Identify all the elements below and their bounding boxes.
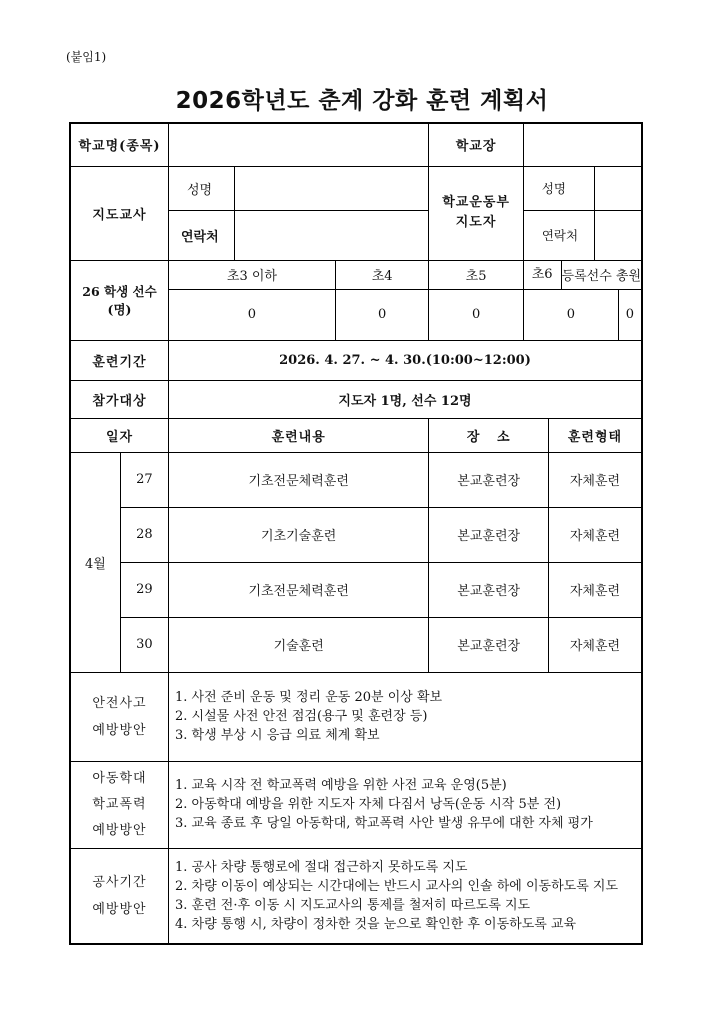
students-value-0[interactable]: 0 bbox=[169, 289, 336, 340]
safety-list bbox=[169, 672, 643, 761]
schedule-type: 자체훈련 bbox=[548, 452, 642, 507]
list-item: 4. 차량 통행 시, 차량이 정차한 것을 눈으로 확인한 후 이동하도록 교육 bbox=[175, 916, 577, 932]
club-coach-name-label: 성명 bbox=[524, 167, 595, 210]
students-col-2: 초5 bbox=[429, 260, 523, 289]
schedule-place: 본교훈련장 bbox=[429, 617, 549, 672]
students-value-4[interactable]: 0 bbox=[625, 307, 635, 322]
schedule-month: 4월 bbox=[70, 452, 120, 672]
club-coach-contact-cell bbox=[523, 210, 642, 260]
schedule-date-header: 일자 bbox=[70, 418, 169, 452]
schedule-row bbox=[70, 617, 642, 672]
construction-row bbox=[70, 848, 642, 944]
students-header-row bbox=[70, 260, 642, 289]
school-name-label: 학교명(종목) bbox=[70, 123, 169, 166]
list-item: 3. 학생 부상 시 응급 의료 체계 확보 bbox=[175, 728, 380, 743]
schedule-day: 28 bbox=[120, 507, 168, 562]
list-item: 1. 교육 시작 전 학교폭력 예방을 위한 사전 교육 운영(5분) bbox=[175, 778, 507, 793]
participants-row bbox=[70, 380, 642, 418]
violence-label-line2: 학교폭력 bbox=[92, 796, 147, 812]
schedule-place-header: 장 소 bbox=[429, 418, 549, 452]
schedule-content-header: 훈련내용 bbox=[169, 418, 429, 452]
construction-list bbox=[169, 848, 643, 944]
schedule-content: 기초기술훈련 bbox=[169, 507, 429, 562]
schedule-type: 자체훈련 bbox=[548, 562, 642, 617]
list-item: 2. 차량 이동이 예상되는 시간대에는 반드시 교사의 인솔 하에 이동하도록 지도 bbox=[175, 878, 619, 894]
schedule-content: 기술훈련 bbox=[169, 617, 429, 672]
list-item: 2. 시설물 사전 안전 점검(용구 및 훈련장 등) bbox=[175, 709, 428, 724]
list-item: 3. 훈련 전·후 이동 시 지도교사의 통제를 철저히 따르도록 지도 bbox=[175, 897, 531, 913]
students-value-3[interactable]: 0 bbox=[524, 290, 619, 340]
principal-label: 학교장 bbox=[429, 123, 523, 166]
schedule-place: 본교훈련장 bbox=[429, 452, 549, 507]
schedule-content: 기초전문체력훈련 bbox=[169, 452, 429, 507]
schedule-place: 본교훈련장 bbox=[429, 507, 549, 562]
schedule-day: 30 bbox=[120, 617, 168, 672]
schedule-type-header: 훈련형태 bbox=[548, 418, 642, 452]
club-coach-name-cell bbox=[523, 166, 642, 210]
schedule-row bbox=[70, 452, 642, 507]
coach-contact-label: 연락처 bbox=[169, 210, 235, 260]
participants-label: 참가대상 bbox=[70, 380, 169, 418]
club-coach-label-line1: 학교운동부 bbox=[442, 195, 510, 210]
students-col-0: 초3 이하 bbox=[169, 260, 336, 289]
students-col-3: 초6 bbox=[524, 261, 562, 289]
students-col-4: 등록선수 총원 bbox=[561, 269, 641, 284]
coach-label: 지도교사 bbox=[70, 166, 169, 260]
safety-label bbox=[70, 672, 169, 761]
document-title: 2026학년도 춘계 강화 훈련 계획서 bbox=[175, 88, 549, 114]
club-coach-label bbox=[429, 166, 523, 260]
schedule-header-row bbox=[70, 418, 642, 452]
coach-name-label: 성명 bbox=[169, 166, 235, 210]
students-value-2[interactable]: 0 bbox=[429, 289, 523, 340]
coach-row-1 bbox=[70, 166, 642, 210]
schedule-type: 자체훈련 bbox=[548, 617, 642, 672]
club-coach-label-line2: 지도자 bbox=[455, 215, 497, 230]
attachment-label: (붙임1) bbox=[66, 50, 107, 64]
coach-contact-field[interactable] bbox=[235, 210, 429, 260]
period-row bbox=[70, 340, 642, 380]
period-value: 2026. 4. 27. ~ 4. 30.(10:00~12:00) bbox=[169, 340, 643, 380]
schedule-row bbox=[70, 507, 642, 562]
principal-field[interactable] bbox=[523, 123, 642, 166]
school-name-field[interactable] bbox=[169, 123, 429, 166]
list-item: 3. 교육 종료 후 당일 아동학대, 학교폭력 사안 발생 유무에 대한 자체 평가 bbox=[175, 816, 593, 831]
students-col-1: 초4 bbox=[335, 260, 429, 289]
construction-label bbox=[70, 848, 169, 944]
schedule-row bbox=[70, 562, 642, 617]
safety-label-line1: 안전사고 bbox=[92, 695, 147, 711]
club-coach-contact-label: 연락처 bbox=[524, 211, 595, 260]
students-col-3-4 bbox=[523, 260, 642, 289]
period-label: 훈련기간 bbox=[70, 340, 169, 380]
coach-name-field[interactable] bbox=[235, 166, 429, 210]
violence-label bbox=[70, 761, 169, 848]
schedule-type: 자체훈련 bbox=[548, 507, 642, 562]
construction-label-line2: 예방방안 bbox=[92, 901, 147, 917]
violence-label-line1: 아동학대 bbox=[92, 770, 147, 786]
list-item: 1. 공사 차량 통행로에 절대 접근하지 못하도록 지도 bbox=[175, 859, 468, 875]
list-item: 2. 아동학대 예방을 위한 지도자 자체 다짐서 낭독(운동 시작 5분 전) bbox=[175, 797, 562, 812]
violence-row bbox=[70, 761, 642, 848]
schedule-day: 29 bbox=[120, 562, 168, 617]
safety-label-line2: 예방방안 bbox=[92, 722, 147, 738]
violence-label-line3: 예방방안 bbox=[92, 822, 147, 838]
students-label: 26 학생 선수(명) bbox=[70, 260, 169, 340]
students-value-1[interactable]: 0 bbox=[335, 289, 429, 340]
participants-value: 지도자 1명, 선수 12명 bbox=[169, 380, 643, 418]
students-value-3-4 bbox=[523, 289, 642, 340]
list-item: 1. 사전 준비 운동 및 정리 운동 20분 이상 확보 bbox=[175, 690, 443, 705]
training-plan-table bbox=[69, 122, 643, 945]
safety-row bbox=[70, 672, 642, 761]
construction-label-line1: 공사기간 bbox=[92, 874, 147, 890]
schedule-content: 기초전문체력훈련 bbox=[169, 562, 429, 617]
schedule-place: 본교훈련장 bbox=[429, 562, 549, 617]
schedule-day: 27 bbox=[120, 452, 168, 507]
violence-list bbox=[169, 761, 643, 848]
school-row bbox=[70, 123, 642, 166]
